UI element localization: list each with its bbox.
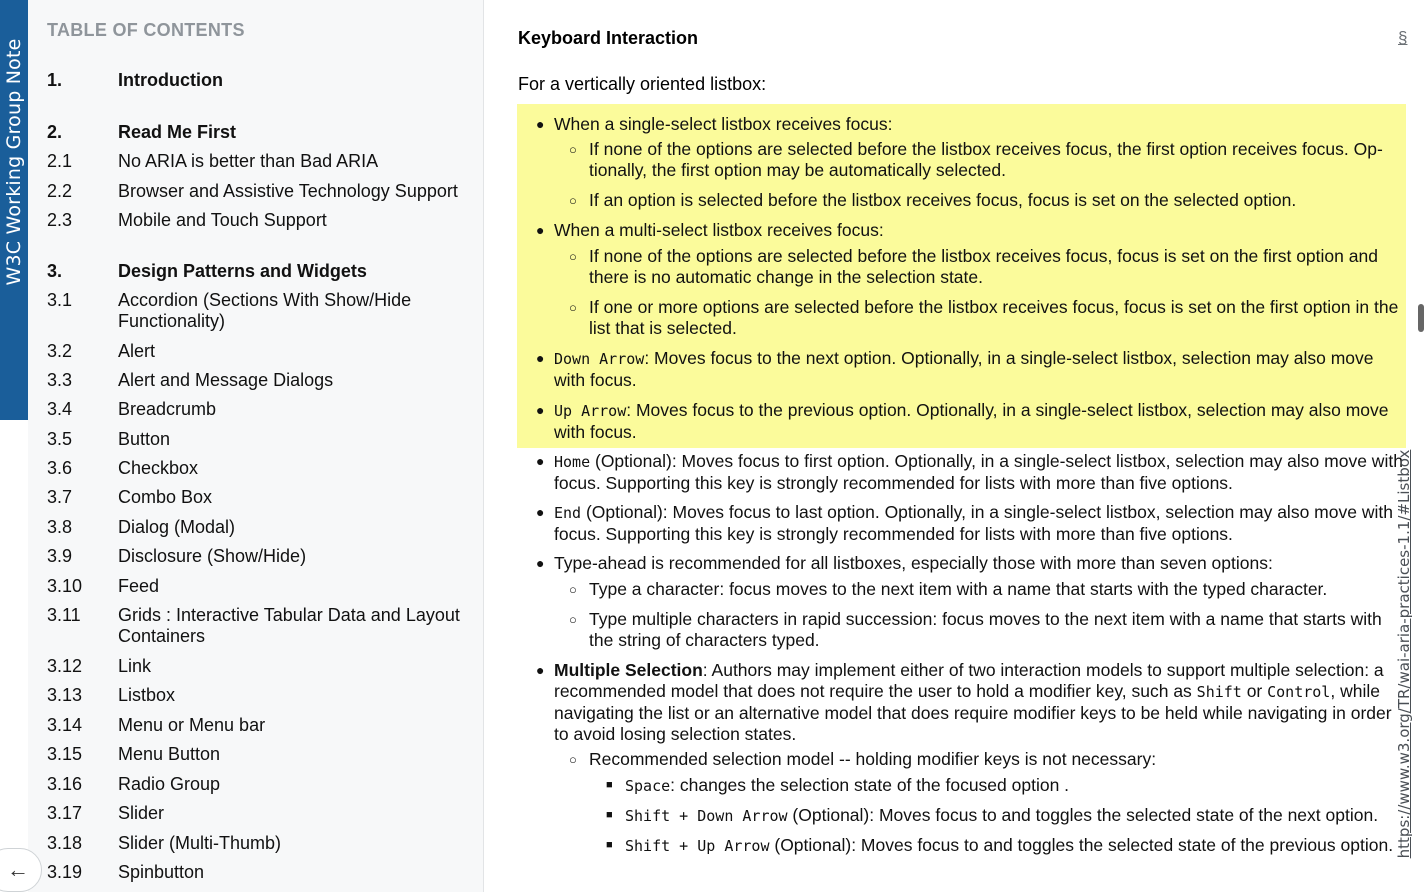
toc-number: 3.3	[47, 370, 73, 390]
bullet-circle-icon: ○	[569, 582, 577, 597]
list-item: ● Type-ahead is recommended for all listboxes, especially those with more than seven options:	[536, 553, 1273, 573]
list-item: ● Down Arrow: Moves focus to the next option. Optionally, in a single-select listbox, selection may also move with focus.	[536, 348, 1374, 390]
toc-label: Design Patterns and Widgets	[118, 261, 367, 281]
intro-text: For a vertically oriented listbox:	[518, 74, 767, 94]
list-item: ○ If one or more options are selected before the listbox receives focus, focus is set on the first option in the list that is selected.	[569, 297, 1399, 338]
list-item: ● Multiple Selection: Authors may implement either of two interaction models to support multiple selection: a recommended model that does not require the user to hold a modifier key, such as Shift or Control, while navigating the list or an alternative model that does require modifier keys to be held while navigating in order to avoid losing selection states.	[536, 660, 1392, 744]
key-name: Shift + Down Arrow	[625, 807, 788, 825]
toc-number: 3.18	[47, 833, 83, 853]
bullet-circle-icon: ○	[569, 142, 577, 157]
toc-label: Alert	[118, 341, 156, 361]
list-item: ● When a multi-select listbox receives focus:	[536, 220, 884, 240]
section-anchor-link[interactable]: §	[1398, 28, 1408, 47]
toc-number: 3.2	[47, 341, 73, 361]
key-name: Control	[1267, 683, 1331, 701]
toc-number: 3.1	[47, 290, 73, 310]
bullet-disc-icon: ●	[536, 662, 545, 678]
toc-number: 1.	[47, 70, 63, 90]
toc-heading: TABLE OF CONTENTS	[47, 20, 245, 40]
key-name: Space	[625, 777, 671, 795]
toc-label: Combo Box	[118, 487, 213, 507]
table-of-contents	[28, 0, 484, 892]
list-item: ● When a single-select listbox receives focus:	[536, 114, 893, 134]
toc-number: 3.12	[47, 656, 83, 676]
bold-term: Multiple Selection	[554, 660, 703, 680]
bullet-disc-icon: ●	[536, 555, 545, 571]
toc-label: No ARIA is better than Bad ARIA	[118, 151, 379, 171]
toc-label: Accordion (Sections With Show/Hide Functionality)	[118, 290, 412, 331]
toc-number: 3.4	[47, 399, 73, 419]
toc-number: 3.9	[47, 546, 73, 566]
toc-label: Menu Button	[118, 744, 221, 764]
bullet-disc-icon: ●	[536, 116, 545, 132]
bullet-disc-icon: ●	[536, 222, 545, 238]
list-item: ○ Recommended selection model -- holding modifier keys is not necessary:	[569, 749, 1157, 769]
toc-number: 3.16	[47, 774, 83, 794]
toc-number: 3.10	[47, 576, 83, 596]
list-item: ■ Shift + Down Arrow (Optional): Moves focus to and toggles the selected state of the next option.	[606, 805, 1379, 825]
key-name: Up Arrow	[554, 402, 627, 420]
bullet-square-icon: ■	[606, 809, 613, 821]
toc-number: 3.14	[47, 715, 83, 735]
toc-number: 3.7	[47, 487, 73, 507]
toc-label: Link	[118, 656, 152, 676]
bullet-disc-icon: ●	[536, 350, 545, 366]
toc-label: Button	[118, 429, 171, 449]
arrow-left-icon: ←	[7, 857, 29, 882]
toc-number: 3.15	[47, 744, 83, 764]
toc-number: 2.	[47, 122, 63, 142]
page-url-link[interactable]: https://www.w3.org/TR/wai-aria-practices-1.1/#Listbox	[1395, 449, 1413, 859]
toc-label: Browser and Assistive Technology Support	[118, 181, 458, 201]
toc-number: 3.5	[47, 429, 73, 449]
toc-number: 2.2	[47, 181, 73, 201]
toc-number: 2.3	[47, 210, 73, 230]
bullet-circle-icon: ○	[569, 193, 577, 208]
key-name: Home	[554, 453, 591, 471]
key-name: Down Arrow	[554, 350, 645, 368]
bullet-disc-icon: ●	[536, 504, 545, 520]
bullet-disc-icon: ●	[536, 402, 545, 418]
bullet-circle-icon: ○	[569, 612, 577, 627]
toc-number: 3.19	[47, 862, 83, 882]
key-name: Shift + Up Arrow	[625, 837, 770, 855]
toc-back-button[interactable]	[0, 848, 42, 892]
bullet-circle-icon: ○	[569, 752, 577, 767]
toc-label: Menu or Menu bar	[118, 715, 266, 735]
scrollbar-thumb[interactable]	[1418, 304, 1424, 332]
list-item: ○ If an option is selected before the listbox receives focus, focus is set on the selected option.	[569, 190, 1297, 210]
toc-number: 3.17	[47, 803, 83, 823]
list-item: ○ Type multiple characters in rapid succession: focus moves to the next item with a name that starts with the string of characters typed.	[569, 609, 1382, 650]
toc-label: Feed	[118, 576, 160, 596]
toc-label: Radio Group	[118, 774, 221, 794]
bullet-circle-icon: ○	[569, 300, 577, 315]
toc-label: Read Me First	[118, 122, 237, 142]
toc-number: 3.13	[47, 685, 83, 705]
key-name: End	[554, 504, 582, 522]
toc-number: 3.8	[47, 517, 73, 537]
toc-label: Disclosure (Show/Hide)	[118, 546, 307, 566]
toc-label: Slider (Multi-Thumb)	[118, 833, 282, 853]
list-item: ■ Shift + Up Arrow (Optional): Moves focus to and toggles the selected state of the previous option.	[606, 835, 1394, 855]
section-title: Keyboard Interaction	[518, 28, 699, 48]
toc-label: Breadcrumb	[118, 399, 217, 419]
key-name: Shift	[1196, 683, 1242, 701]
bullet-circle-icon: ○	[569, 249, 577, 264]
toc-label: Dialog (Modal)	[118, 517, 236, 537]
bullet-square-icon: ■	[606, 779, 613, 791]
toc-label: Listbox	[118, 685, 176, 705]
toc-label: Introduction	[118, 70, 223, 90]
toc-label: Spinbutton	[118, 862, 205, 882]
toc-label: Alert and Message Dialogs	[118, 370, 334, 390]
bullet-disc-icon: ●	[536, 453, 545, 469]
toc-number: 3.6	[47, 458, 73, 478]
toc-number: 2.1	[47, 151, 73, 171]
bullet-square-icon: ■	[606, 839, 613, 851]
list-item: ○ If none of the options are selected before the listbox receives focus, focus is set on the first option and there is no automatic change in the selection state.	[569, 246, 1378, 287]
badge-text: W3C Working Group Note	[3, 38, 25, 286]
toc-label: Checkbox	[118, 458, 199, 478]
list-item: ● End (Optional): Moves focus to last option. Optionally, in a single-select listbox, selection may also move with focus. Supporting this key is strongly recommended for lists with more than five options.	[536, 502, 1393, 544]
list-item: ○ Type a character: focus moves to the next item with a name that starts with the typed character.	[569, 579, 1328, 599]
toc-label: Grids : Interactive Tabular Data and Layout Containers	[118, 605, 460, 646]
toc-label: Slider	[118, 803, 165, 823]
toc-label: Mobile and Touch Support	[118, 210, 327, 230]
w3c-note-badge[interactable]	[0, 0, 28, 420]
list-item: ● Up Arrow: Moves focus to the previous option. Optionally, in a single-select listbox, selection may also move with focus.	[536, 400, 1389, 442]
list-item: ○ If none of the options are selected before the listbox receives focus, the first option receives focus. Optionally, the first option may be automatically selected.	[569, 139, 1383, 180]
toc-number: 3.11	[47, 605, 81, 625]
list-item: ● Home (Optional): Moves focus to first option. Optionally, in a single-select listbox, selection may also move with focus. Supporting this key is strongly recommended for lists with more than five options.	[536, 451, 1403, 493]
list-item: ■ Space: changes the selection state of the focused option .	[606, 775, 1070, 795]
toc-number: 3.	[47, 261, 63, 281]
main-content	[484, 0, 1428, 892]
